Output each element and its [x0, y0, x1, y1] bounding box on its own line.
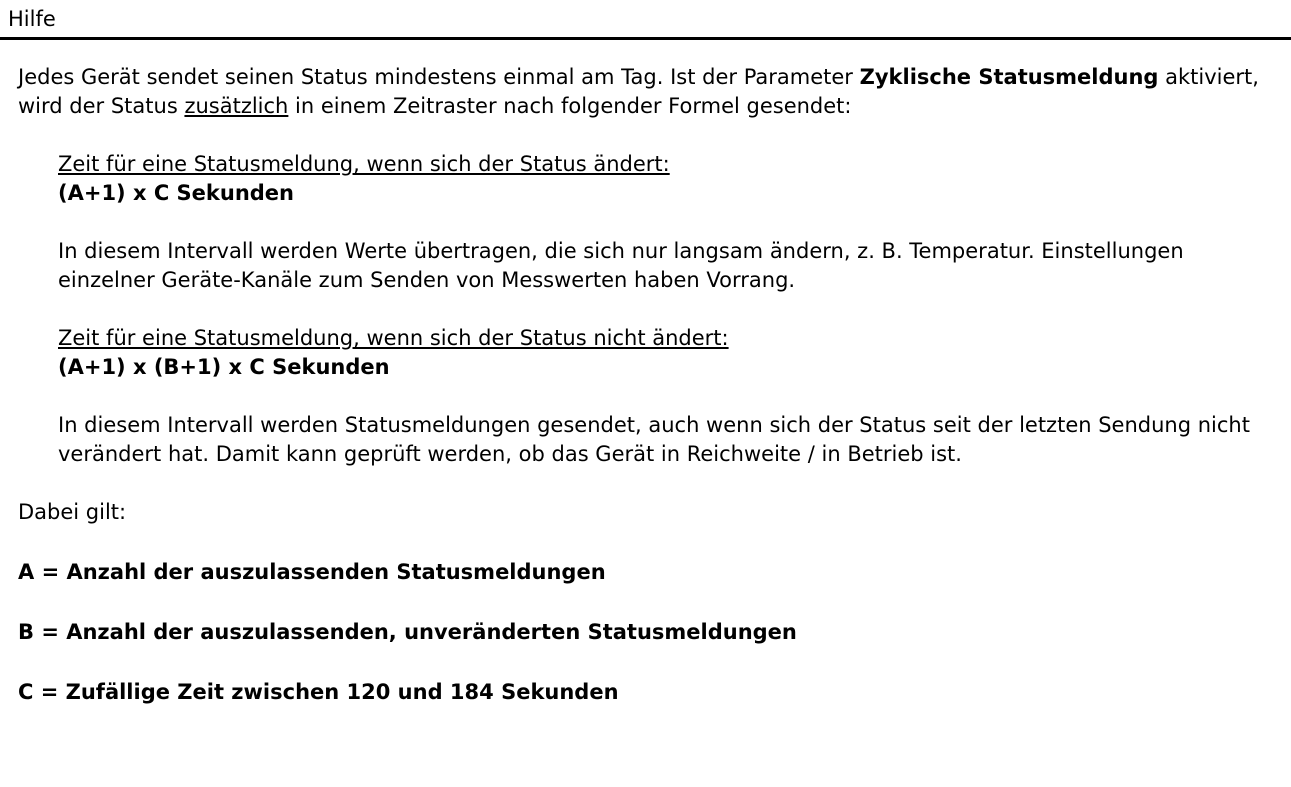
legend-item-c: C = Zufällige Zeit zwischen 120 und 184 Sekunden: [18, 680, 619, 704]
help-title-bar: [0, 0, 1291, 40]
section-description: In diesem Intervall werden Statusmeldungen gesendet, auch wenn sich der Status seit der letzten Sendung nicht verändert hat. Damit kann geprüft werden, ob das Gerät in Reichweite / in Betrieb ist.: [58, 413, 1250, 466]
parameter-name: Zyklische Statusmeldung: [859, 65, 1159, 89]
section-heading: Zeit für eine Statusmeldung, wenn sich der Status nicht ändert:: [58, 326, 729, 350]
section-description: In diesem Intervall werden Werte übertragen, die sich nur langsam ändern, z. B. Temperatur. Einstellungen einzelner Geräte-Kanäle zum Senden von Messwerten haben Vorrang.: [58, 239, 1184, 292]
intro-text-1: Jedes Gerät sendet seinen Status mindestens einmal am Tag. Ist der Parameter: [18, 65, 860, 89]
window-title: Hilfe: [8, 7, 56, 31]
legend-item-a: A = Anzahl der auszulassenden Statusmeldungen: [18, 560, 606, 584]
formula: (A+1) x (B+1) x C Sekunden: [58, 355, 390, 379]
intro-paragraph: [18, 63, 1273, 121]
help-content: [18, 63, 1273, 707]
section-heading: Zeit für eine Statusmeldung, wenn sich der Status ändert:: [58, 152, 670, 176]
legend-item-b: B = Anzahl der auszulassenden, unveränderten Statusmeldungen: [18, 620, 797, 644]
section-status-unchanged: [18, 324, 1273, 469]
emphasis-additional: zusätzlich: [184, 94, 289, 118]
legend-intro: Dabei gilt:: [18, 500, 127, 524]
intro-text-2: aktiviert, wird der Status: [18, 65, 1259, 118]
intro-text-3: in einem Zeitraster nach folgender Formel gesendet:: [288, 94, 852, 118]
section-status-changed: [18, 150, 1273, 295]
formula: (A+1) x C Sekunden: [58, 181, 295, 205]
